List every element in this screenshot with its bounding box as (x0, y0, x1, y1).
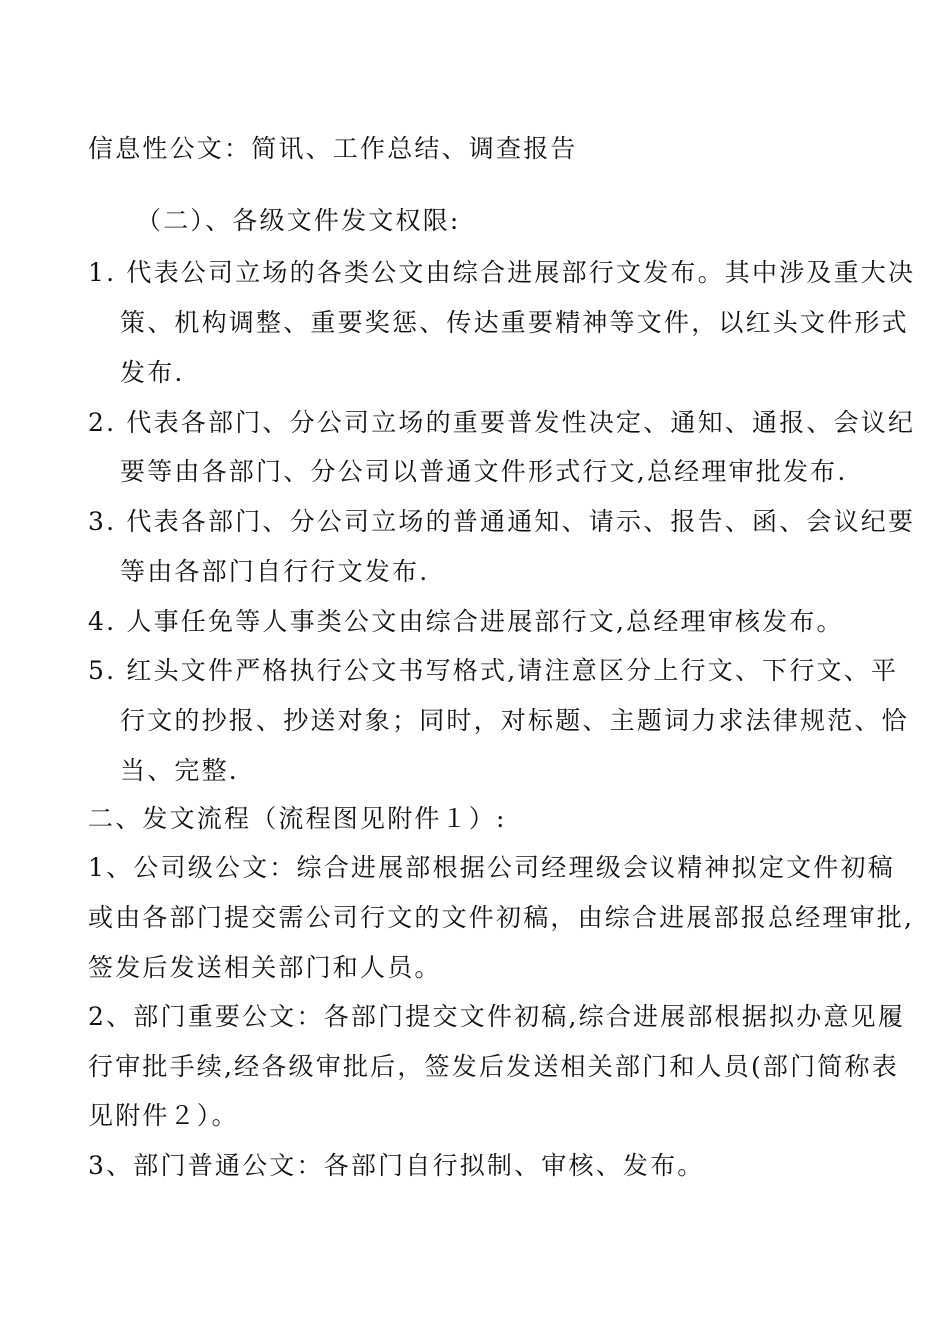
info-line: 信息性公文：简讯、工作总结、调查报告 (88, 134, 578, 163)
process-1-line-2: 或由各部门提交需公司行文的文件初稿，由综合进展部报总经理审批, (88, 903, 915, 932)
list-item-5-line-3: 当、完整. (120, 756, 239, 785)
list-item-1-line-2: 策、机构调整、重要奖惩、传达重要精神等文件，以红头文件形式 (120, 308, 909, 337)
list-item-2-line-1: 2. 代表各部门、分公司立场的重要普发性决定、通知、通报、会议纪 (88, 408, 916, 437)
list-item-3-line-2: 等由各部门自行行文发布. (120, 557, 430, 586)
process-2-line-1: 2、部门重要公文：各部门提交文件初稿,综合进展部根据拟办意见履 (88, 1002, 906, 1031)
section-two-heading: 二、发文流程（流程图见附件１）: (88, 804, 507, 833)
process-3-line-1: 3、部门普通公文：各部门自行拟制、审核、发布。 (88, 1151, 705, 1180)
list-item-5-line-1: 5. 红头文件严格执行公文书写格式,请注意区分上行文、下行文、平 (88, 656, 899, 685)
list-item-4-line-1: 4. 人事任免等人事类公文由综合进展部行文,总经理审核发布。 (88, 607, 844, 636)
process-2-line-3: 见附件２）。 (88, 1101, 239, 1130)
list-item-2-line-2: 要等由各部门、分公司以普通文件形式行文,总经理审批发布. (120, 457, 848, 486)
process-2-line-2: 行审批手续,经各级审批后，签发后发送相关部门和人员(部门简称表 (88, 1052, 899, 1081)
list-item-1-line-1: 1. 代表公司立场的各类公文由综合进展部行文发布。其中涉及重大决 (88, 258, 916, 287)
list-item-1-line-3: 发布. (120, 358, 185, 387)
list-item-5-line-2: 行文的抄报、抄送对象；同时，对标题、主题词力求法律规范、恰 (120, 706, 909, 735)
section-b-heading: （二）、各级文件发文权限: (136, 206, 461, 235)
list-item-3-line-1: 3. 代表各部门、分公司立场的普通通知、请示、报告、函、会议纪要 (88, 507, 916, 536)
process-1-line-3: 签发后发送相关部门和人员。 (88, 953, 442, 982)
process-1-line-1: 1、公司级公文：综合进展部根据公司经理级会议精神拟定文件初稿 (88, 853, 895, 882)
